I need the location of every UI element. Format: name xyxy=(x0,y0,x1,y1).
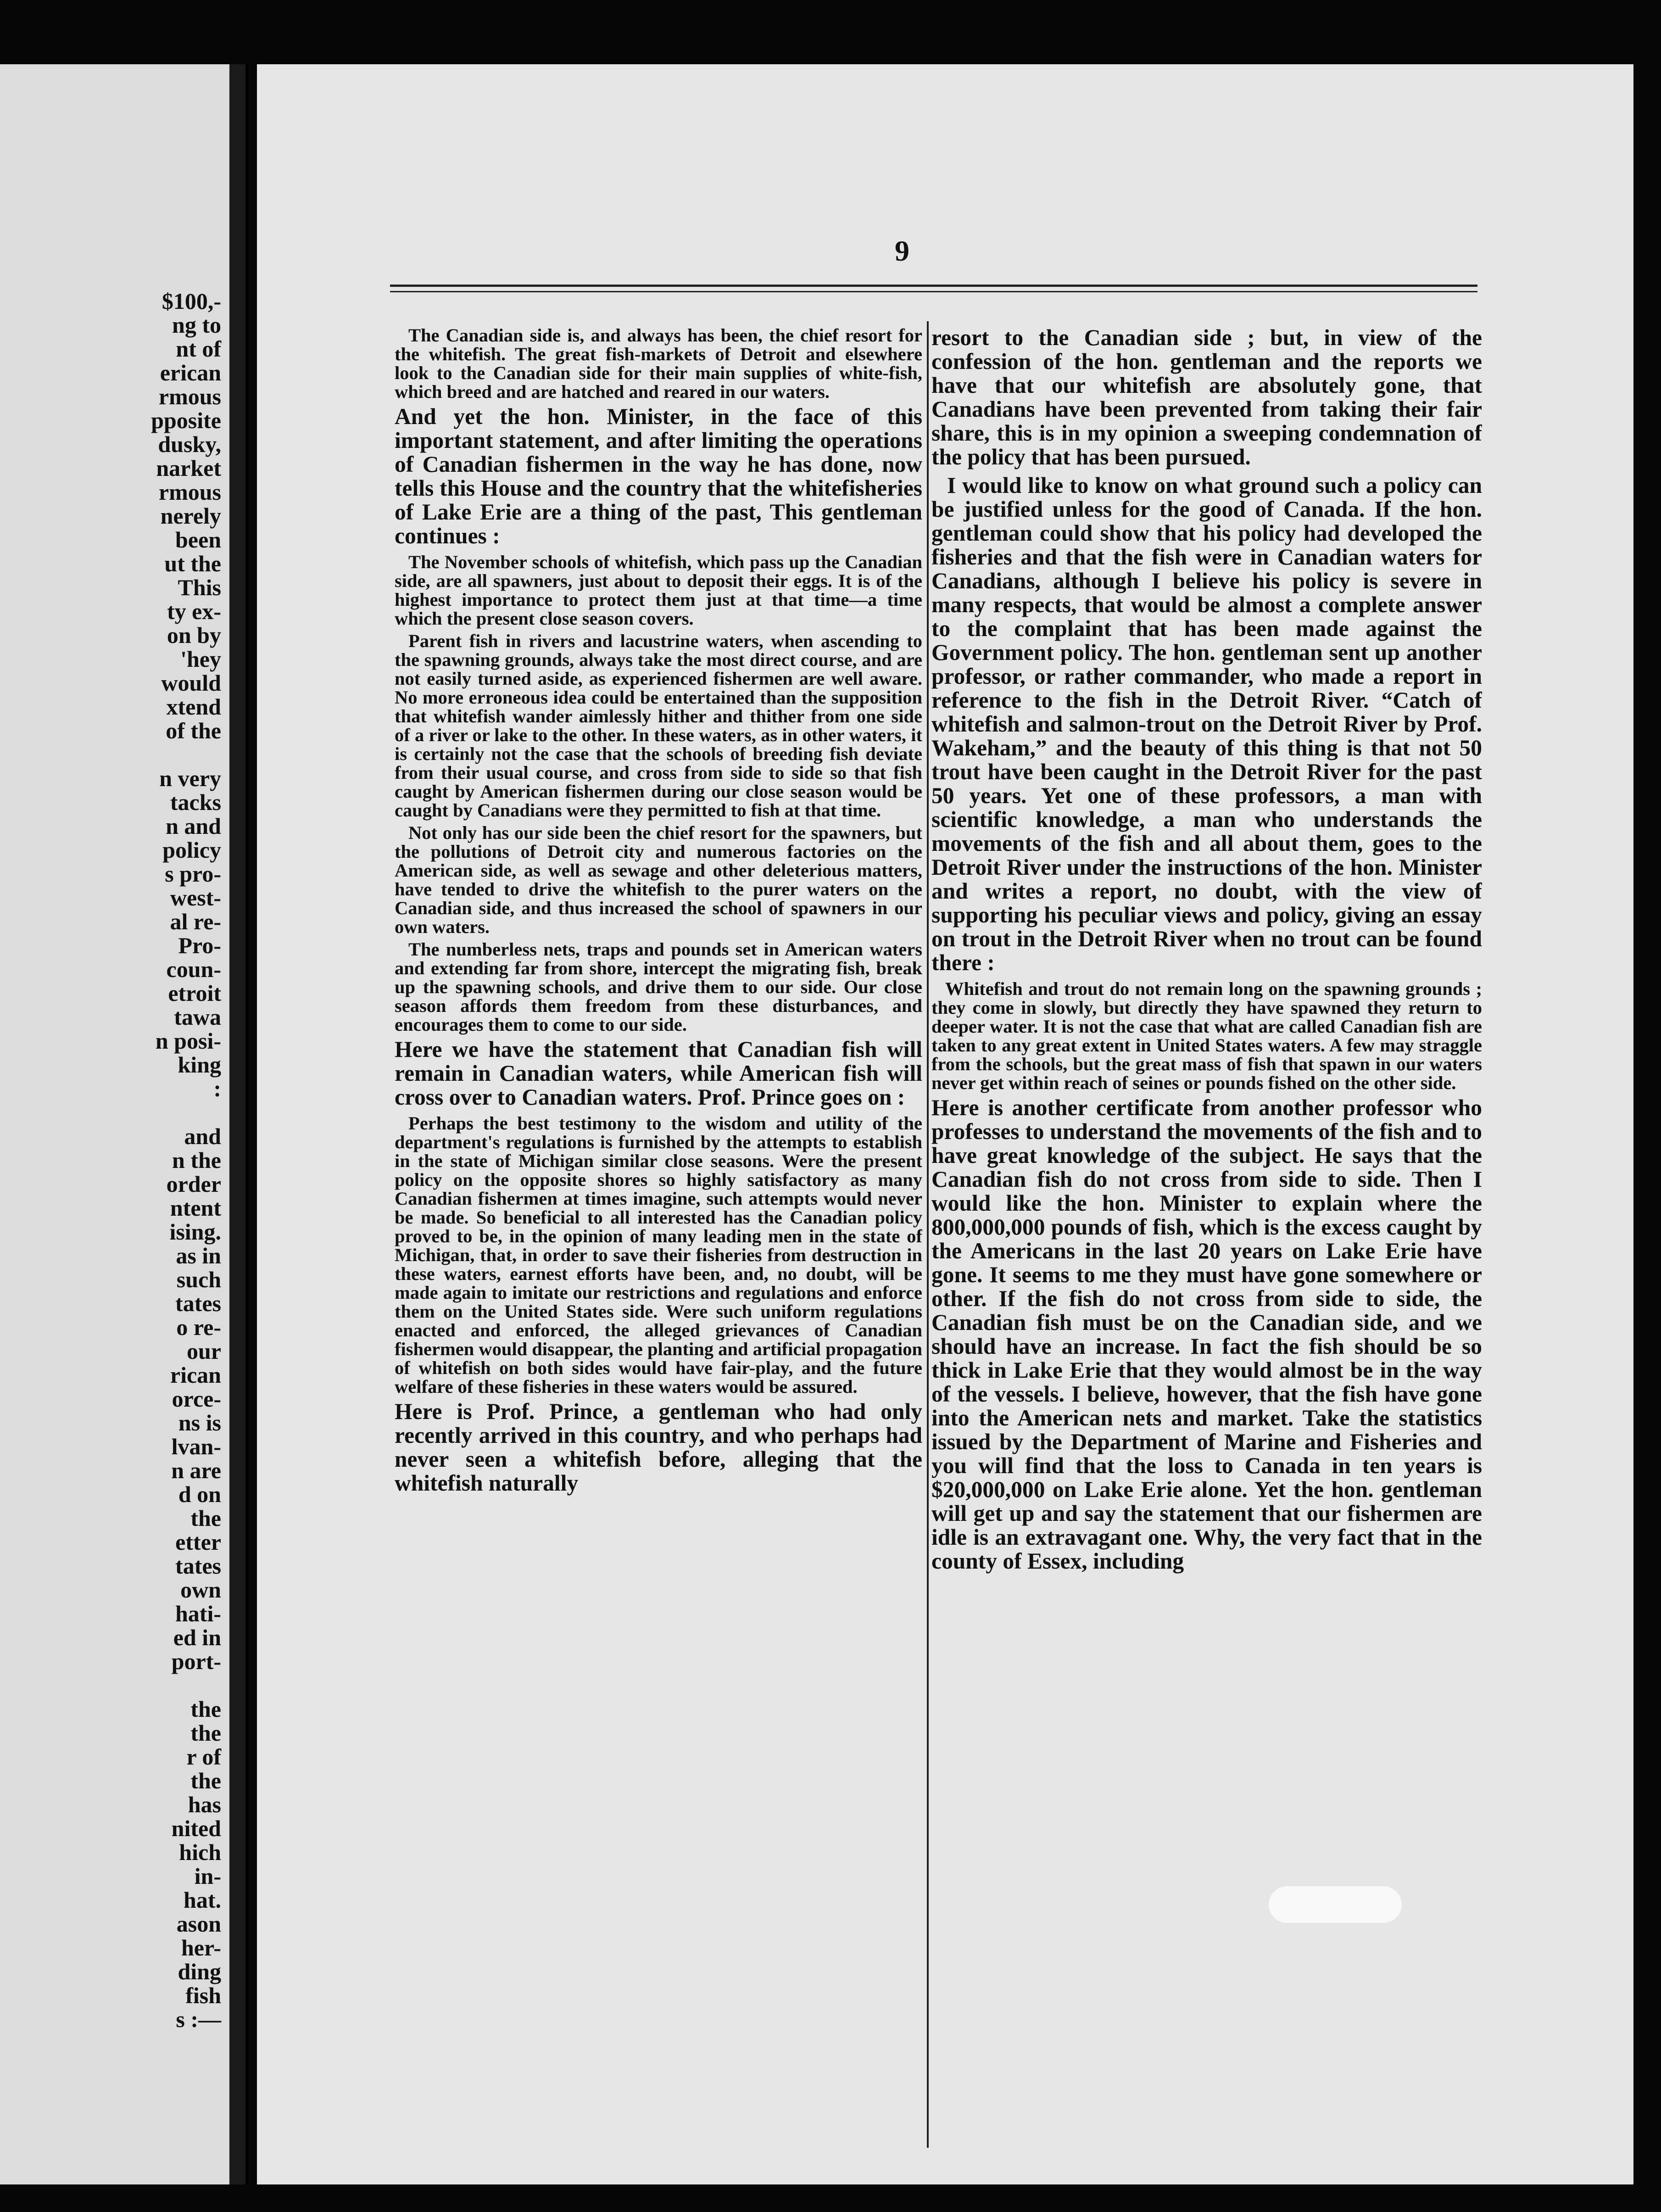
quoted-paragraph: Not only has our side been the chief resort for the spawners, but the pollutions of Detroit city and numerous factories on the American side, as well as sewage and other deleterious matters, have tended to drive the whitefish to the purer waters on the Canadian side, and thus increased the school of spawners in our own waters. xyxy=(395,822,922,937)
facing-page-line: $100,- xyxy=(162,288,221,314)
right-column xyxy=(931,326,1482,2143)
facing-page-line: west- xyxy=(170,885,221,910)
facing-page-line xyxy=(84,1673,221,1697)
facing-page-line: hati- xyxy=(175,1601,221,1626)
facing-page-line: order xyxy=(166,1171,221,1197)
facing-page-line: orce- xyxy=(172,1386,221,1412)
facing-page-line: ty ex- xyxy=(167,598,221,624)
facing-page-line: and xyxy=(184,1123,221,1149)
facing-page-line: erican xyxy=(160,360,221,385)
facing-page-line: This xyxy=(178,575,221,600)
facing-page-line: hat. xyxy=(184,1887,221,1913)
quoted-paragraph: The Canadian side is, and always has been, the chief resort for the whitefish. The great fish-markets of Detroit and elsewhere look to the Canadian side for their main supplies of white-fish, which breed and are hatched and reared in our waters. xyxy=(395,326,922,402)
header-rule-top xyxy=(390,285,1477,287)
facing-page-line: ns is xyxy=(178,1410,221,1436)
facing-page-line: n very xyxy=(159,765,221,791)
facing-page-line: the xyxy=(190,1696,221,1722)
body-paragraph: resort to the Canadian side ; but, in view of the confession of the hon. gentleman and the reports we have that our whitefish are absolutely gone, that Canadians have been prevented from taking their fair share, this is in my opinion a sweeping condemnation of the policy that has been pursued. xyxy=(931,326,1482,469)
facing-page-line: the xyxy=(190,1720,221,1746)
facing-page-line: ntent xyxy=(170,1195,221,1221)
facing-page-line: would xyxy=(161,670,221,696)
facing-page-fragment xyxy=(0,64,229,2184)
facing-page-line: al re- xyxy=(170,909,221,934)
facing-page-line: has xyxy=(188,1792,221,1817)
facing-page-line: s pro- xyxy=(165,861,221,887)
quoted-paragraph: The November schools of whitefish, which pass up the Canadian side, are all spawners, just about to deposit their eggs. It is of the highest importance to protect them just at that time—a time which the present close season covers. xyxy=(395,552,922,629)
facing-page-line: r of xyxy=(186,1744,221,1770)
facing-page-line: in- xyxy=(194,1863,221,1889)
facing-page-line: nerely xyxy=(160,503,221,529)
facing-page-line: Pro- xyxy=(178,933,221,958)
facing-page-line: on by xyxy=(167,622,221,648)
facing-page-line: n and xyxy=(166,813,221,839)
body-paragraph: Here we have the statement that Canadian fish will remain in Canadian waters, while American fish will cross over to Canadian waters. Prof. Prince goes on : xyxy=(395,1037,922,1110)
facing-page-line: nt of xyxy=(176,336,221,362)
facing-page-line: ding xyxy=(178,1959,221,1984)
facing-page-line xyxy=(84,743,221,766)
facing-page-line: policy xyxy=(162,837,221,863)
body-paragraph: I would like to know on what ground such a policy can be justified unless for the good of Canada. If the hon. gentleman could show that his policy had developed the fisheries and that the fish were in Canadian waters for Canadians, although I believe his policy is severe in many respects, that would be almost a complete answer to the complaint that has been made against the Government policy. The hon. gentleman sent up another professor, or rather commander, who made a report in reference to the fish in the Detroit River. “Catch of whitefish and salmon-trout on the Detroit River by Prof. Wakeham,” and the beauty of this thing is that not 50 trout have been caught in the Detroit River for the past 50 years. Yet one of these professors, a man with scientific knowledge, a man who understands the movements of the fish and all about them, goes to the Detroit River under the instructions of the hon. Minister and writes a report, no doubt, with the view of supporting his peculiar views and policy, giving an essay on trout in the Detroit River when no trout can be found there : xyxy=(931,473,1482,975)
facing-page-line: rmous xyxy=(158,479,221,505)
quoted-paragraph: Whitefish and trout do not remain long on the spawning grounds ; they come in slowly, but directly they have spawned they return to deeper water. It is not the case that what are called Canadian fish are taken to any great extent in United States waters. A few may straggle from the schools, but the great mass of fish that spawn in our waters never get within reach of seines or pounds fished on the other side. xyxy=(931,978,1482,1093)
facing-page-line: s :— xyxy=(176,2006,221,2032)
facing-page-line: rmous xyxy=(158,384,221,409)
facing-page-line: pposite xyxy=(151,408,221,433)
spine-binding-line xyxy=(245,64,248,2184)
facing-page-line: nited xyxy=(171,1815,221,1841)
facing-page-line: ason xyxy=(176,1911,221,1937)
left-column xyxy=(395,326,922,2143)
header-rule-bottom xyxy=(390,291,1477,292)
body-paragraph: Here is another certificate from another professor who professes to understand the movements of the fish and to have great knowledge of the subject. He says that the Canadian fish do not cross from side to side. Then I would like the hon. Minister to explain where the 800,000,000 pounds of fish, which is the excess caught by the Americans in the last 20 years on Lake Erie have gone. It seems to me they must have gone somewhere or other. If the fish do not cross from side to side, the Canadian fish must be on the Canadian side, and we should have an increase. In fact the fish should be so thick in Lake Erie that they would almost be in the way of the vessels. I believe, however, that the fish have gone into the American nets and market. Take the statistics issued by the Department of Marine and Fisheries and you will find that the loss to Canada in ten years is $20,000,000 on Lake Erie alone. Yet the hon. gentleman will get up and say the statement that our fishermen are idle is an extravagant one. Why, the very fact that in the county of Essex, including xyxy=(931,1095,1482,1574)
facing-page-line: the xyxy=(190,1768,221,1793)
facing-page-line: n are xyxy=(171,1458,221,1483)
facing-page-line: d on xyxy=(178,1481,221,1507)
quoted-paragraph: Perhaps the best testimony to the wisdom and utility of the department's regulations is furnished by the attempts to establish in the state of Michigan similar close seasons. Were the present policy on the opposite shores so highly satisfactory as many Canadian fishermen at times imagine, such attempts would never be made. So beneficial to all interested has the Canadian policy proved to be, in the opinion of many leading men in the state of Michigan, that, in order to save their fisheries from destruction in these waters, earnest efforts have been, and, no doubt, will be made again to imitate our restrictions and regulations and enforce them on the United States side. Were such uniform regulations enacted and enforced, the alleged grievances of Canadian fishermen would disappear, the planting and artificial propagation of whitefish on both sides would have fair-play, and the future welfare of these fisheries in these waters would be assured. xyxy=(395,1113,922,1397)
facing-page-line: n posi- xyxy=(155,1028,221,1054)
facing-page-line: the xyxy=(190,1505,221,1531)
facing-page-line: rican xyxy=(170,1362,221,1388)
body-paragraph: And yet the hon. Minister, in the face of this important statement, and after limiting the operations of Canadian fishermen in the way he has done, now tells this House and the country that the whitefisheries of Lake Erie are a thing of the past, This gentleman continues : xyxy=(395,404,922,548)
facing-page-line: port- xyxy=(171,1648,221,1674)
facing-page-line: ut the xyxy=(164,551,221,576)
facing-page-line: tates xyxy=(175,1290,221,1316)
facing-page-line: of the xyxy=(166,718,221,743)
facing-page-line: dusky, xyxy=(158,431,221,457)
body-paragraph: Here is Prof. Prince, a gentleman who had only recently arrived in this country, and who perhaps had never seen a whitefish before, alleging that the whitefish naturally xyxy=(395,1399,922,1496)
facing-page-line: tates xyxy=(175,1553,221,1579)
facing-page-line: 'hey xyxy=(180,646,221,672)
facing-page-line: xtend xyxy=(166,694,221,720)
facing-page-line: her- xyxy=(181,1935,221,1961)
facing-page-line: lvan- xyxy=(171,1434,221,1459)
facing-page-line: fish xyxy=(185,1983,221,2008)
facing-page-line: ed in xyxy=(173,1625,221,1650)
facing-page-line: own xyxy=(180,1577,221,1603)
facing-page-line: etter xyxy=(175,1529,221,1555)
facing-page-line: our xyxy=(187,1338,221,1364)
facing-page-line: : xyxy=(213,1076,221,1101)
facing-page-line: been xyxy=(175,527,221,553)
facing-page-line: etroit xyxy=(168,980,221,1006)
facing-page-text xyxy=(84,289,221,2031)
facing-page-line: ising. xyxy=(169,1219,221,1245)
facing-page-line: n the xyxy=(172,1147,221,1173)
quoted-paragraph: Parent fish in rivers and lacustrine waters, when ascending to the spawning grounds, always take the most direct course, and are not easily turned aside, as experienced fishermen are well aware. No more erroneous idea could be entertained than the supposition that whitefish wander aimlessly hither and thither from one side of a river or lake to the other. In these waters, as in other waters, it is certainly not the case that the schools of breeding fish deviate from their usual course, and cross from side to side so that fish caught by American fishermen during our close season would be caught by Canadians were they permitted to fish at that time. xyxy=(395,631,922,821)
facing-page-line: tacks xyxy=(170,789,221,815)
facing-page-line: such xyxy=(176,1267,221,1292)
document-page xyxy=(257,64,1633,2184)
book-spine xyxy=(229,64,248,2184)
facing-page-line: o re- xyxy=(176,1314,221,1340)
ink-smudge xyxy=(1269,1886,1402,1923)
column-divider xyxy=(927,321,929,2148)
facing-page-line: tawa xyxy=(174,1004,221,1030)
facing-page-line: king xyxy=(178,1052,221,1078)
facing-page-line xyxy=(84,1100,221,1124)
facing-page-line: coun- xyxy=(166,956,221,982)
facing-page-line: narket xyxy=(156,455,221,481)
page-number: 9 xyxy=(895,235,909,267)
facing-page-line: hich xyxy=(179,1839,221,1865)
facing-page-line: ng to xyxy=(172,312,221,338)
quoted-paragraph: The numberless nets, traps and pounds set in American waters and extending far from shore, intercept the migrating fish, break up the spawning schools, and drive them to our side. Our close season affords them freedom from these disturbances, and encourages them to come to our side. xyxy=(395,939,922,1035)
facing-page-line: as in xyxy=(176,1243,221,1268)
